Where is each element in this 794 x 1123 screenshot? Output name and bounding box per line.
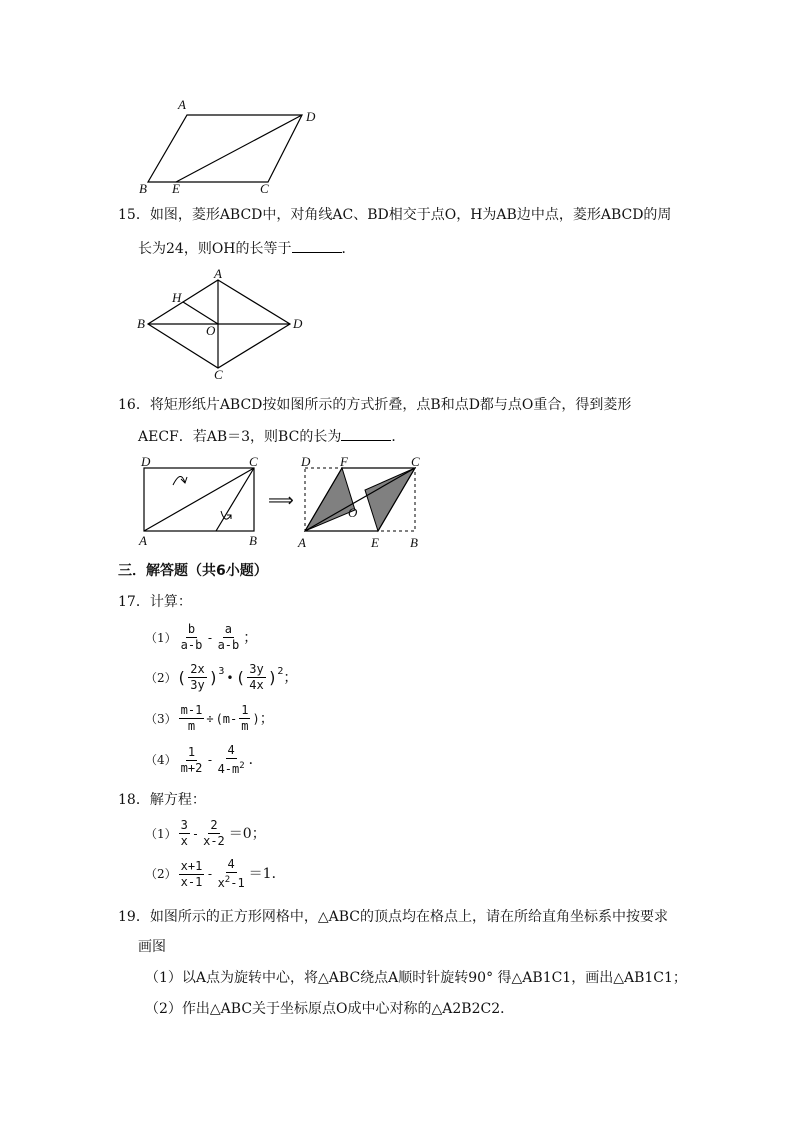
semicolon: ； xyxy=(259,710,274,727)
denominator: m xyxy=(187,719,196,733)
part-index: （1） xyxy=(145,826,177,841)
rhombus-figure xyxy=(140,270,310,380)
q17-part-2: （2） ( $\frac{2x}{3y}$ ) 3 • ( $\frac{3y}{4x}$ ) 2 ； xyxy=(145,662,298,692)
numerator: 4 xyxy=(227,743,235,757)
q17-part-3 xyxy=(145,703,274,734)
semicolon: ； xyxy=(283,669,298,686)
fraction xyxy=(216,743,247,777)
part-index: （2） xyxy=(145,670,177,685)
period: ． xyxy=(391,429,406,445)
label-A: A xyxy=(178,97,186,112)
question-19-line2: 画图 xyxy=(138,939,166,955)
operator: - xyxy=(206,630,214,645)
fraction xyxy=(247,662,265,693)
denominator: $4-m^2$ xyxy=(217,761,245,776)
period: ． xyxy=(248,752,263,768)
denominator: a-b xyxy=(180,638,203,652)
question-18-title: 18．解方程： xyxy=(118,792,206,808)
rectangle-figure xyxy=(135,455,265,545)
numerator: 2x xyxy=(190,662,205,676)
question-16-line2 xyxy=(138,426,405,447)
denominator: x-2 xyxy=(203,834,225,848)
denominator: x-1 xyxy=(180,874,203,889)
numerator: 1 xyxy=(187,744,196,759)
question-15-line1: 15．如图，菱形ABCD中，对角线AC、BD相交于点O，H为AB边中点，菱形ABCD的周 xyxy=(118,207,672,223)
label-O: O xyxy=(348,505,358,520)
label-B: B xyxy=(410,535,418,550)
question-15-text: 长为24，则OH的长等于 xyxy=(138,241,292,257)
denominator: $x^2-1$ xyxy=(217,875,245,890)
q18-part-2 xyxy=(145,857,286,891)
label-A: A xyxy=(298,535,306,550)
part-index: （1） xyxy=(145,630,177,645)
q17-part-1 xyxy=(145,622,257,653)
label-E: E xyxy=(371,535,379,550)
part-index: （2） xyxy=(145,867,177,881)
fraction xyxy=(179,622,205,653)
label-D: D xyxy=(301,454,311,469)
fraction xyxy=(188,662,206,693)
question-17-title: 17．计算： xyxy=(118,594,192,610)
period: ． xyxy=(341,241,356,257)
answer-blank[interactable] xyxy=(292,238,342,253)
label-C: C xyxy=(214,367,223,382)
label-F: F xyxy=(340,454,348,469)
q18-part-1 xyxy=(145,818,266,849)
answer-blank[interactable] xyxy=(341,426,391,441)
denominator: x xyxy=(180,834,188,848)
label-D: D xyxy=(293,316,303,331)
exponent: 3 xyxy=(218,666,225,677)
question-16-text: AECF．若AB＝3，则BC的长为 xyxy=(138,429,342,445)
question-19-part-2: （2）作出△ABC关于坐标原点O成中心对称的△A2B2C2． xyxy=(145,1001,515,1017)
denominator: a-b xyxy=(217,638,240,652)
fraction xyxy=(239,703,250,734)
label-D: D xyxy=(306,109,316,124)
equation-rhs: ＝1． xyxy=(248,866,286,882)
exponent: 2 xyxy=(277,666,284,677)
numerator: 1 xyxy=(241,703,249,717)
dot-operator: • xyxy=(226,670,234,685)
denominator: m xyxy=(241,719,249,733)
label-B: B xyxy=(137,316,145,331)
fraction xyxy=(179,745,205,776)
section-heading: 三．解答题（共6小题） xyxy=(118,563,268,579)
label-A: A xyxy=(214,266,222,281)
operator: - xyxy=(206,753,214,767)
numerator: 3 xyxy=(180,818,188,832)
part-index: （4） xyxy=(145,753,177,767)
semicolon: ； xyxy=(243,629,258,646)
fraction xyxy=(179,703,205,734)
label-A: A xyxy=(139,533,147,548)
fraction xyxy=(179,818,190,849)
part-index: （3） xyxy=(145,711,177,726)
numerator: x+1 xyxy=(180,858,203,873)
arrow-icon: ⟹ xyxy=(268,490,294,511)
operator: - xyxy=(191,826,200,841)
fraction xyxy=(179,859,205,890)
parallelogram-figure xyxy=(130,95,330,195)
operator: - xyxy=(206,867,214,881)
label-H: H xyxy=(172,290,182,305)
numerator: 3y xyxy=(249,662,264,676)
label-B: B xyxy=(249,533,257,548)
folded-rhombus-figure xyxy=(295,455,425,545)
label-O: O xyxy=(206,323,216,338)
fraction xyxy=(216,857,247,891)
close-paren: ) xyxy=(252,711,260,726)
denominator: 4x xyxy=(249,678,264,692)
label-D: D xyxy=(141,454,151,469)
numerator: m-1 xyxy=(180,703,203,717)
denominator: m+2 xyxy=(180,760,203,775)
denominator: 3y xyxy=(190,678,205,692)
open-paren: (m- xyxy=(215,711,238,726)
label-B: B xyxy=(139,181,147,196)
label-C: C xyxy=(249,454,258,469)
numerator: a xyxy=(224,622,233,636)
label-E: E xyxy=(172,181,180,196)
q17-part-4 xyxy=(145,743,263,777)
equation-rhs: ＝0； xyxy=(228,825,266,842)
numerator: 4 xyxy=(227,857,235,871)
operator: ÷ xyxy=(206,711,214,726)
question-16-line1: 16．将矩形纸片ABCD按如图所示的方式折叠，点B和点D都与点O重合，得到菱形 xyxy=(118,397,632,413)
question-19-line1: 19．如图所示的正方形网格中，△ABC的顶点均在格点上，请在所给直角坐标系中按要求 xyxy=(118,909,668,925)
numerator: 2 xyxy=(210,818,218,832)
question-15-line2 xyxy=(138,238,356,259)
fraction xyxy=(201,818,227,849)
question-19-part-1: （1）以A点为旋转中心，将△ABC绕点A顺时针旋转90° 得△AB1C1，画出△AB1C1； xyxy=(145,970,687,986)
numerator: b xyxy=(187,622,196,636)
fraction xyxy=(216,622,242,653)
label-C: C xyxy=(260,181,269,196)
label-C: C xyxy=(411,454,420,469)
